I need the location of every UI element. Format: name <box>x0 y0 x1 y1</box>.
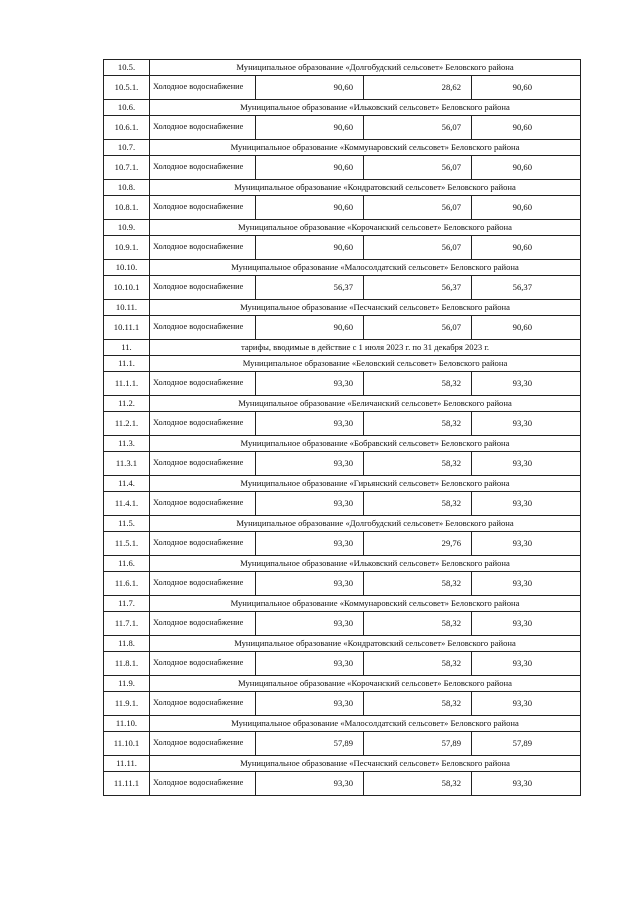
tariff-value-3: 93,30 <box>472 492 581 516</box>
tariff-table-page <box>103 59 580 796</box>
row-number: 10.11.1 <box>104 316 150 340</box>
section-header-row <box>104 716 581 732</box>
table-row <box>104 196 581 220</box>
section-number: 11.8. <box>104 636 150 652</box>
section-header-row <box>104 756 581 772</box>
section-header-row <box>104 676 581 692</box>
tariff-value-1: 90,60 <box>256 316 364 340</box>
section-header-row <box>104 140 581 156</box>
table-row <box>104 652 581 676</box>
service-name: Холодное водоснабжение <box>150 76 256 100</box>
section-title: Муниципальное образование «Малосолдатский сельсовет» Беловского района <box>150 716 581 732</box>
row-number: 11.8.1. <box>104 652 150 676</box>
section-number: 11.7. <box>104 596 150 612</box>
tariff-value-3: 93,30 <box>472 412 581 436</box>
tariff-value-2: 29,76 <box>364 532 472 556</box>
tariff-value-3: 90,60 <box>472 316 581 340</box>
section-header-row <box>104 356 581 372</box>
section-number: 11.9. <box>104 676 150 692</box>
tariff-value-1: 90,60 <box>256 116 364 140</box>
table-row <box>104 732 581 756</box>
tariff-value-2: 58,32 <box>364 572 472 596</box>
section-number: 10.7. <box>104 140 150 156</box>
row-number: 10.8.1. <box>104 196 150 220</box>
row-number: 11.5.1. <box>104 532 150 556</box>
section-header-row <box>104 436 581 452</box>
section-title: Муниципальное образование «Беловский сельсовет» Беловского района <box>150 356 581 372</box>
section-title: Муниципальное образование «Беличанский сельсовет» Беловского района <box>150 396 581 412</box>
section-number: 11.10. <box>104 716 150 732</box>
tariff-value-1: 90,60 <box>256 196 364 220</box>
section-title: Муниципальное образование «Ильковский сельсовет» Беловского района <box>150 100 581 116</box>
tariff-value-1: 93,30 <box>256 772 364 796</box>
tariff-value-2: 56,07 <box>364 116 472 140</box>
section-header-row <box>104 516 581 532</box>
section-title: Муниципальное образование «Кондратовский сельсовет» Беловского района <box>150 636 581 652</box>
tariff-value-2: 56,07 <box>364 156 472 180</box>
service-name: Холодное водоснабжение <box>150 372 256 396</box>
service-name: Холодное водоснабжение <box>150 452 256 476</box>
section-title: Муниципальное образование «Долгобудский сельсовет» Беловского района <box>150 516 581 532</box>
row-number: 11.1.1. <box>104 372 150 396</box>
row-number: 10.7.1. <box>104 156 150 180</box>
tariff-value-1: 93,30 <box>256 492 364 516</box>
tariff-value-2: 58,32 <box>364 372 472 396</box>
tariff-value-3: 90,60 <box>472 196 581 220</box>
section-number: 10.6. <box>104 100 150 116</box>
service-name: Холодное водоснабжение <box>150 732 256 756</box>
tariff-value-1: 90,60 <box>256 156 364 180</box>
table-row <box>104 492 581 516</box>
tariff-value-1: 93,30 <box>256 532 364 556</box>
tariff-value-2: 56,07 <box>364 196 472 220</box>
service-name: Холодное водоснабжение <box>150 412 256 436</box>
tariff-value-2: 56,07 <box>364 316 472 340</box>
table-row <box>104 452 581 476</box>
section-title: Муниципальное образование «Бобравский сельсовет» Беловского района <box>150 436 581 452</box>
tariff-value-3: 90,60 <box>472 236 581 260</box>
table-row <box>104 692 581 716</box>
section-number: 10.9. <box>104 220 150 236</box>
section-number: 11.5. <box>104 516 150 532</box>
row-number: 11.9.1. <box>104 692 150 716</box>
row-number: 11.7.1. <box>104 612 150 636</box>
tariff-table-body <box>104 60 581 796</box>
section-number: 11.4. <box>104 476 150 492</box>
table-row <box>104 532 581 556</box>
table-row <box>104 156 581 180</box>
table-row <box>104 316 581 340</box>
tariff-value-1: 93,30 <box>256 692 364 716</box>
section-title: Муниципальное образование «Коммунаровский сельсовет» Беловского района <box>150 596 581 612</box>
section-number: 11.2. <box>104 396 150 412</box>
tariff-value-3: 93,30 <box>472 372 581 396</box>
period-title: тарифы, вводимые в действие с 1 июля 2023 г. по 31 декабря 2023 г. <box>150 340 581 356</box>
row-number: 11.4.1. <box>104 492 150 516</box>
tariff-value-3: 57,89 <box>472 732 581 756</box>
row-number: 11.2.1. <box>104 412 150 436</box>
tariff-value-2: 56,07 <box>364 236 472 260</box>
section-header-row <box>104 396 581 412</box>
tariff-value-1: 93,30 <box>256 372 364 396</box>
tariff-value-2: 56,37 <box>364 276 472 300</box>
service-name: Холодное водоснабжение <box>150 612 256 636</box>
tariff-value-1: 90,60 <box>256 236 364 260</box>
tariff-value-3: 90,60 <box>472 116 581 140</box>
section-number: 11.3. <box>104 436 150 452</box>
tariff-value-1: 56,37 <box>256 276 364 300</box>
section-title: Муниципальное образование «Корочанский сельсовет» Беловского района <box>150 676 581 692</box>
tariff-value-2: 58,32 <box>364 692 472 716</box>
section-header-row <box>104 636 581 652</box>
tariff-value-1: 57,89 <box>256 732 364 756</box>
section-number: 11.11. <box>104 756 150 772</box>
section-header-row <box>104 596 581 612</box>
tariff-value-2: 58,32 <box>364 452 472 476</box>
table-row <box>104 116 581 140</box>
table-row <box>104 276 581 300</box>
section-title: Муниципальное образование «Долгобудский сельсовет» Беловского района <box>150 60 581 76</box>
section-number: 11.1. <box>104 356 150 372</box>
section-number: 10.10. <box>104 260 150 276</box>
section-header-row <box>104 260 581 276</box>
section-header-row <box>104 300 581 316</box>
tariff-value-3: 93,30 <box>472 692 581 716</box>
tariff-value-3: 90,60 <box>472 76 581 100</box>
service-name: Холодное водоснабжение <box>150 116 256 140</box>
row-number: 10.6.1. <box>104 116 150 140</box>
service-name: Холодное водоснабжение <box>150 276 256 300</box>
service-name: Холодное водоснабжение <box>150 532 256 556</box>
table-row <box>104 236 581 260</box>
service-name: Холодное водоснабжение <box>150 572 256 596</box>
tariff-value-1: 93,30 <box>256 452 364 476</box>
tariff-value-3: 93,30 <box>472 452 581 476</box>
tariff-value-2: 57,89 <box>364 732 472 756</box>
row-number: 10.9.1. <box>104 236 150 260</box>
section-title: Муниципальное образование «Гирьянский сельсовет» Беловского района <box>150 476 581 492</box>
row-number: 11.10.1 <box>104 732 150 756</box>
service-name: Холодное водоснабжение <box>150 652 256 676</box>
tariff-value-1: 93,30 <box>256 572 364 596</box>
section-header-row <box>104 100 581 116</box>
service-name: Холодное водоснабжение <box>150 492 256 516</box>
section-title: Муниципальное образование «Малосолдатский сельсовет» Беловского района <box>150 260 581 276</box>
tariff-value-1: 93,30 <box>256 612 364 636</box>
service-name: Холодное водоснабжение <box>150 692 256 716</box>
row-number: 11.6.1. <box>104 572 150 596</box>
section-title: Муниципальное образование «Ильковский сельсовет» Беловского района <box>150 556 581 572</box>
row-number: 10.5.1. <box>104 76 150 100</box>
table-row <box>104 76 581 100</box>
table-row <box>104 612 581 636</box>
table-row <box>104 772 581 796</box>
tariff-value-1: 93,30 <box>256 412 364 436</box>
service-name: Холодное водоснабжение <box>150 772 256 796</box>
section-number: 10.5. <box>104 60 150 76</box>
section-header-row <box>104 340 581 356</box>
section-title: Муниципальное образование «Корочанский сельсовет» Беловского района <box>150 220 581 236</box>
row-number: 11.11.1 <box>104 772 150 796</box>
tariff-value-3: 93,30 <box>472 612 581 636</box>
service-name: Холодное водоснабжение <box>150 236 256 260</box>
tariff-value-1: 93,30 <box>256 652 364 676</box>
tariff-value-3: 93,30 <box>472 532 581 556</box>
service-name: Холодное водоснабжение <box>150 316 256 340</box>
section-number: 10.8. <box>104 180 150 196</box>
tariff-value-2: 58,32 <box>364 772 472 796</box>
row-number: 10.10.1 <box>104 276 150 300</box>
table-row <box>104 412 581 436</box>
tariff-value-2: 28,62 <box>364 76 472 100</box>
section-title: Муниципальное образование «Коммунаровский сельсовет» Беловского района <box>150 140 581 156</box>
tariff-value-2: 58,32 <box>364 412 472 436</box>
tariff-value-3: 93,30 <box>472 572 581 596</box>
tariff-value-3: 93,30 <box>472 772 581 796</box>
service-name: Холодное водоснабжение <box>150 156 256 180</box>
section-header-row <box>104 180 581 196</box>
section-title: Муниципальное образование «Песчанский сельсовет» Беловского района <box>150 756 581 772</box>
section-title: Муниципальное образование «Кондратовский сельсовет» Беловского района <box>150 180 581 196</box>
section-title: Муниципальное образование «Песчанский сельсовет» Беловского района <box>150 300 581 316</box>
table-row <box>104 572 581 596</box>
section-header-row <box>104 476 581 492</box>
tariff-value-2: 58,32 <box>364 612 472 636</box>
row-number: 11.3.1 <box>104 452 150 476</box>
tariff-value-3: 93,30 <box>472 652 581 676</box>
tariff-table <box>103 59 581 796</box>
tariff-value-1: 90,60 <box>256 76 364 100</box>
tariff-value-3: 90,60 <box>472 156 581 180</box>
table-row <box>104 372 581 396</box>
section-number: 11.6. <box>104 556 150 572</box>
tariff-value-3: 56,37 <box>472 276 581 300</box>
tariff-value-2: 58,32 <box>364 652 472 676</box>
tariff-value-2: 58,32 <box>364 492 472 516</box>
service-name: Холодное водоснабжение <box>150 196 256 220</box>
section-number: 11. <box>104 340 150 356</box>
section-header-row <box>104 60 581 76</box>
section-header-row <box>104 220 581 236</box>
section-header-row <box>104 556 581 572</box>
section-number: 10.11. <box>104 300 150 316</box>
